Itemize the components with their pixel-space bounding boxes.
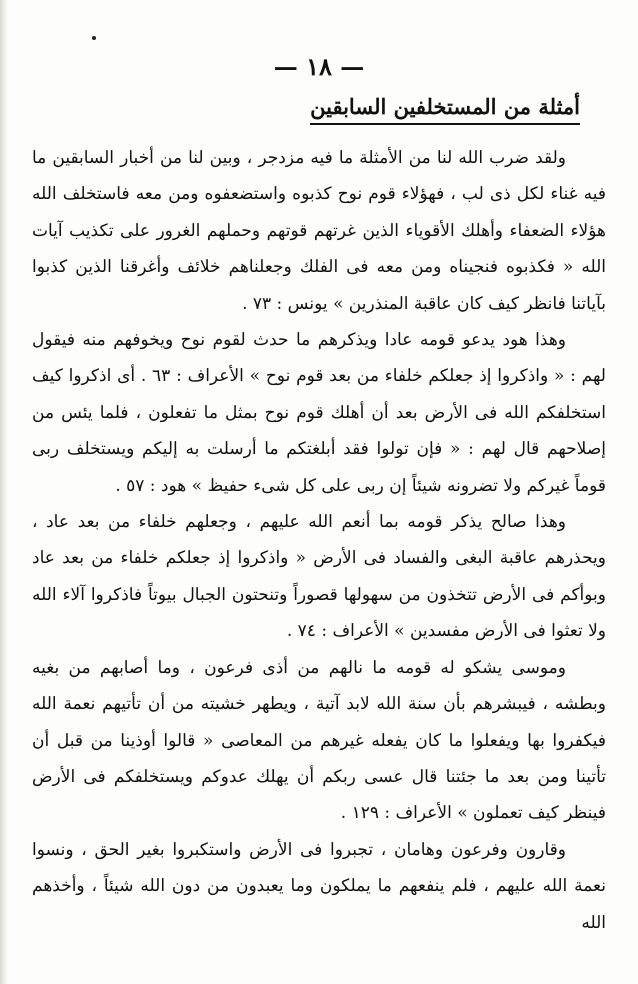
paragraph-hud: وهذا هود يدعو قومه عادا ويذكرهم ما حدث لقوم نوح ويخوفهم منه فيقول لهم : « واذكروا إذ جعلكم خلفاء من بعد قوم نوح » الأعراف : ٦٣ . أى اذكروا كيف استخلفكم الله فى الأرض بعد أن أهلك قوم نوح بمثل ما تفعلون ، فلما يئس من إصلاحهم قال لهم : « فإن تولوا فقد أبلغتكم ما أرسلت به إليكم ويستخلف ربى قوماً غيركم ولا تضرونه شيئاً إن ربى على كل شىء حفيظ » هود : ٥٧ . xyxy=(32,330,606,496)
paragraph-noah: ولقد ضرب الله لنا من الأمثلة ما فيه مزدجر ، وبين لنا من أخبار السابقين ما فيه غناء لكل ذى لب ، فهؤلاء قوم نوح كذبوه واستضعفوه ومن معه فاستخلف الله هؤلاء الضعفاء وأهلك الأقوياء الذين غرتهم قوتهم وحملهم الغرور على تكذيب آيات الله « فكذبوه فنجيناه ومن معه فى الفلك وجعلناهم خلائف وأغرقنا الذين كذبوا بآياتنا فانظر كيف كان عاقبة المنذرين » يونس : ٧٣ . xyxy=(32,148,606,314)
section-heading: أمثلة من المستخلفين السابقين xyxy=(310,94,580,125)
body-text xyxy=(32,140,606,941)
ink-speck xyxy=(92,36,96,40)
paragraph-musa: وموسى يشكو له قومه ما نالهم من أذى فرعون ، وما أصابهم من بغيه وبطشه ، فيبشرهم بأن سنة الله لابد آتية ، ويطهر خشيته من أن تأتيهم نعمة الله فيكفروا بها ويفعلوا ما كان يفعله غيرهم من المعاصى « قالوا أوذينا من قبل أن تأتينا ومن بعد ما جئتنا قال عسى ربكم أن يهلك عدوكم ويستخلفكم فى الأرض فينظر كيف تعملون » الأعراف : ١٢٩ . xyxy=(32,657,606,824)
page-number: — ١٨ — xyxy=(273,52,365,81)
paragraph-qarun: وقارون وفرعون وهامان ، تجبروا فى الأرض واستكبروا بغير الحق ، ونسوا نعمة الله عليهم ، فلم ينفعهم ما يملكون وما يعبدون من دون الله شيئاً ، وأخذهم الله xyxy=(32,839,606,933)
paragraph-salih: وهذا صالح يذكر قومه بما أنعم الله عليهم ، وجعلهم خلفاء من بعد عاد ، ويحذرهم عاقبة البغى والفساد فى الأرض « واذكروا إذ جعلكم خلفاء من بعد عاد وبوأكم فى الأرض تتخذون من سهولها قصوراً وتنحتون الجبال بيوتاً فاذكروا آلاء الله ولا تعثوا فى الأرض مفسدين » الأعراف : ٧٤ . xyxy=(32,512,606,642)
page-edge-shadow xyxy=(0,0,8,984)
